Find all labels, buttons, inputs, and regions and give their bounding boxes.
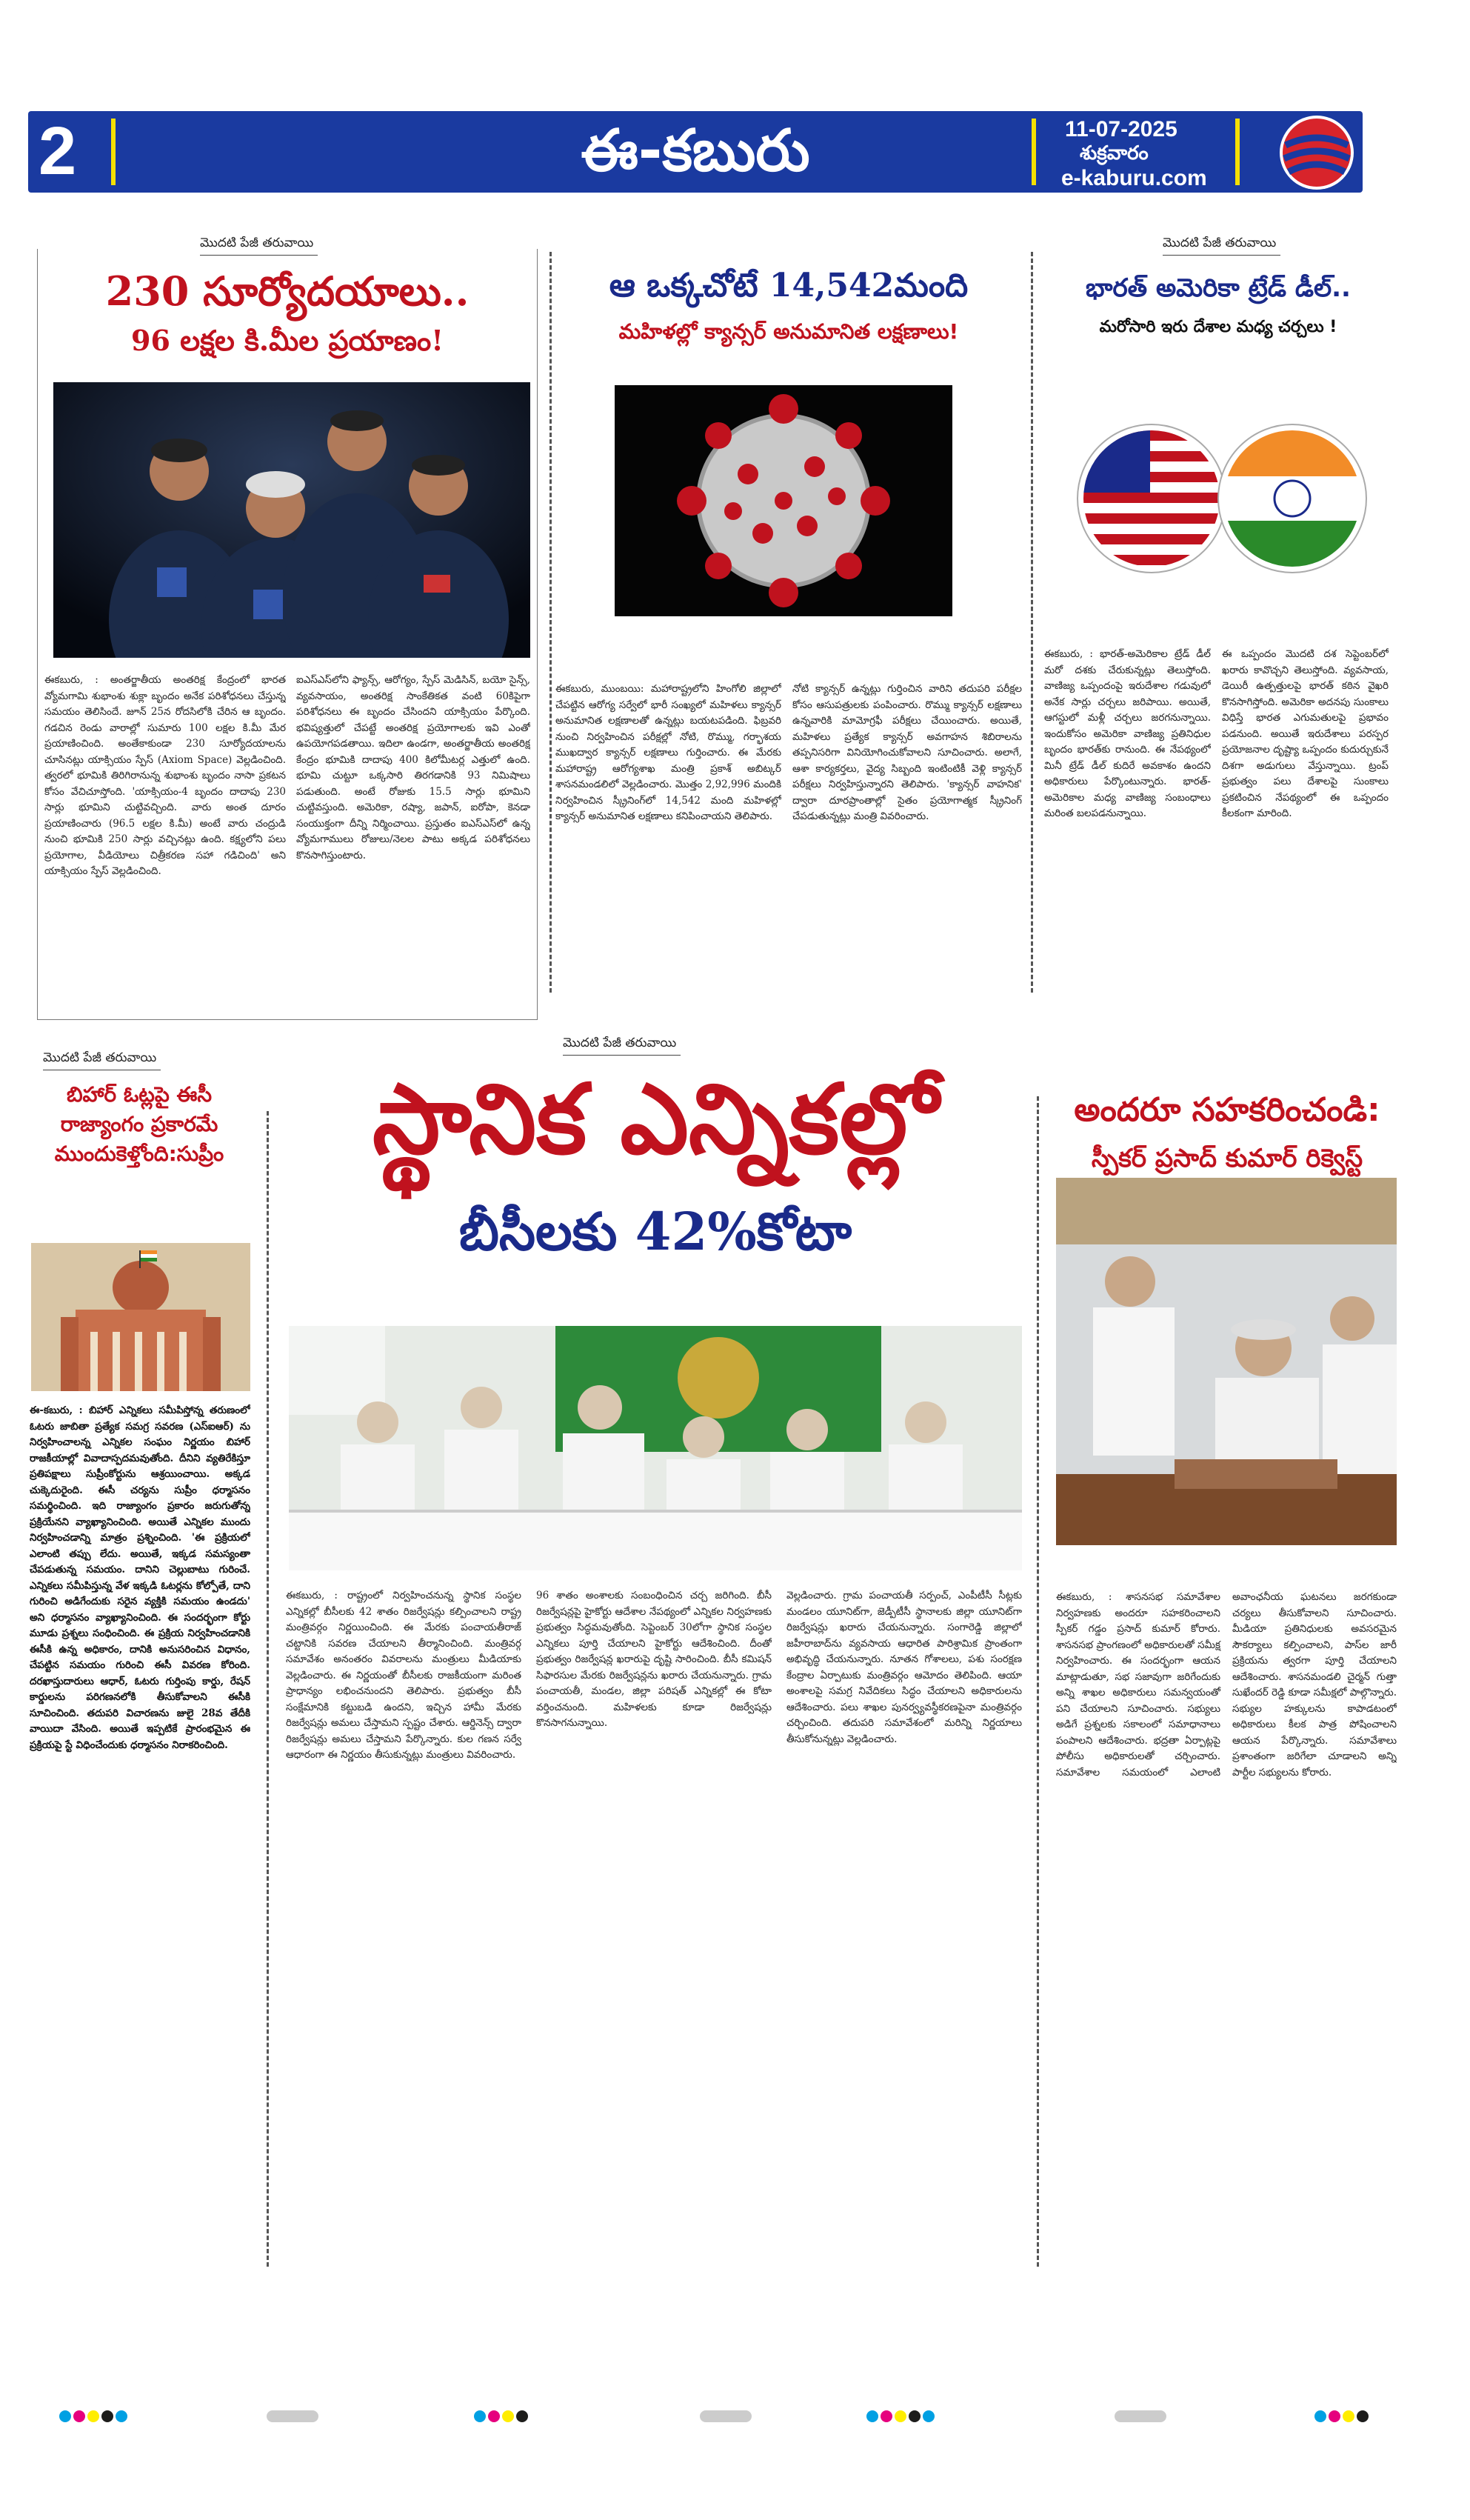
local-body-col2: 96 శాతం అంశాలకు సంబంధించిన చర్చ జరిగింది. బీసీ రిజర్వేషన్లపై హైకోర్టు ఆదేశాల నేపథ్యంలో ఎన్నికల నిర్వహణకు ప్రభుత్వం సిద్ధమవుతోంది. సెప్టెంబర్ 30లోగా స్థానిక సంస్థల ఎన్నికలు పూర్తి చేయాలని హైకోర్టు ఆదేశించింది. దీంతో ప్రభుత్వం రిజర్వేషన్ల ఖరారుపై దృష్టి సారించింది. బీసీ కమిషన్ సిఫారసుల మేరకు రిజర్వేషన్లను ఖరారు చేయనున్నారు. గ్రామ పంచాయతీ, మండల, జిల్లా పరిషత్ ఎన్నికల్లో ఈ కోటా వర్తించనుంది. మహిళలకు కూడా రిజర్వేషన్లు కొనసాగనున్నాయి. xyxy=(536,1590,772,1729)
space-body-col2: ఐఎస్ఎస్‌లోని ఫ్యాన్స్, ఆరోగ్యం, స్పేస్ మెడిసిన్, బయో సైన్స్, వ్యవసాయం, అంతరిక్ష సాంకేతికత వంటి 60కిపైగా పరిశోధనలు ఈ బృందం చేసిందని యాక్సియం పేర్కొంది. భవిష్యత్తులో చేపట్టే అంతరిక్ష ప్రయోగాలకు ఇవి ఎంతో ఉపయోగపడతాయి. ఇదిలా ఉండగా, అంతర్జాతీయ అంతరిక్ష కేంద్రం భూమికి దాదాపు 400 కిలోమీటర్ల ఎత్తులో ఉంది. భూమి చుట్టూ ఒక్కసారి తిరగడానికి 93 నిమిషాలు పడుతుంది. అంటే రోజుకు 15.5 సార్లు భూమిని చుట్టివస్తుంది. అమెరికా, రష్యా, జపాన్, ఐరోపా, కెనడా సంయుక్తంగా దీన్ని నిర్మించాయి. ప్రస్తుతం ఐఎస్ఎస్‌లో ఉన్న వ్యోమగాములు రోజులు/నెలల పాటు అక్కడ పరిశోధనలు కొనసాగిస్తుంటారు. xyxy=(296,674,530,861)
space-frame-left xyxy=(37,249,38,1019)
registration-dot xyxy=(909,2410,921,2422)
registration-dot xyxy=(1343,2410,1354,2422)
registration-dot xyxy=(73,2410,85,2422)
masthead-title: ఈ-కబురు xyxy=(581,118,810,184)
cancer-headline-2: మహిళల్లో క్యాన్సర్ అనుమానిత లక్షణాలు! xyxy=(618,319,959,344)
local-body-col1: ఈకబురు, : రాష్ట్రంలో నిర్వహించనున్న స్థానిక సంస్థల ఎన్నికల్లో బీసీలకు 42 శాతం రిజర్వేషన్లు కల్పించాలని రాష్ట్ర మంత్రివర్గం నిర్ణయించింది. ఈ మేరకు పంచాయతీరాజ్ చట్టానికి సవరణ చేయాలని తీర్మానించింది. మంత్రివర్గ సమావేశం అనంతరం వివరాలను మంత్రులు మీడియాకు వెల్లడించారు. ఈ నిర్ణయంతో బీసీలకు రాజకీయంగా మరింత ప్రాధాన్యం లభించనుందని తెలిపారు. ప్రభుత్వం బీసీ సంక్షేమానికి కట్టుబడి ఉందని, ఇచ్చిన హామీ మేరకు రిజర్వేషన్లు అమలు చేస్తామని స్పష్టం చేశారు. ఆర్డినెన్స్ ద్వారా రిజర్వేషన్లు అమలు చేస్తామని పేర్కొన్నారు. కుల గణన సర్వే ఆధారంగా ఈ నిర్ణయం తీసుకున్నట్లు మంత్రులు వివరించారు. xyxy=(286,1590,521,1761)
space-headline-1: 230 సూర్యోదయాలు.. xyxy=(105,267,470,315)
registration-bar xyxy=(1115,2410,1166,2422)
brand-logo-icon xyxy=(1280,116,1354,190)
trade-headline-2: మరోసారి ఇరు దేశాల మధ్య చర్చలు ! xyxy=(1099,318,1337,336)
registration-dot xyxy=(881,2410,892,2422)
registration-dot xyxy=(1329,2410,1340,2422)
registration-dot xyxy=(502,2410,514,2422)
trade-body-col1: ఈకబురు, : భారత్-అమెరికాల ట్రేడ్ డీల్ మరో దశకు చేరుకున్నట్లు తెలుస్తోంది. వాణిజ్య ఒప్పందంపై ఇరుదేశాల గడువులో అనేక సార్లు చర్చలు జరిపాయి. అయితే, ఆగస్టులో మళ్లీ చర్చలు జరగనున్నాయి. ఇందుకోసం అమెరికా వాణిజ్య ప్రతినిధుల బృందం భారత్‌కు రానుంది. ఈ నేపథ్యంలో మినీ ట్రేడ్ డీల్ కుదిరే అవకాశం ఉందని అధికారులు పేర్కొంటున్నారు. భారత్-అమెరికాల మధ్య వాణిజ్య సంబంధాలు మరింత బలపడనున్నాయి. xyxy=(1044,648,1211,819)
speaker-headline-1: అందరూ సహకరించండి: xyxy=(1074,1091,1380,1129)
registration-marks-center-left xyxy=(474,2410,528,2422)
continuation-tag: మొదటి పేజీ తరువాయి xyxy=(43,1050,161,1070)
supreme-court-photo xyxy=(31,1243,250,1391)
registration-dot xyxy=(59,2410,71,2422)
registration-dot xyxy=(516,2410,528,2422)
registration-bar xyxy=(267,2410,318,2422)
registration-dot xyxy=(87,2410,99,2422)
bihar-body: ఈ-కబురు, : బిహార్ ఎన్నికలు సమీపిస్తోన్న తరుణంలో ఓటరు జాబితా ప్రత్యేక సమగ్ర సవరణ (ఎస్ఐఆర్) ను నిర్వహించాలన్న ఎన్నికల సంఘం నిర్ణయం బిహార్ రాజకీయాల్లో వివాదాస్పదమవుతోంది. దీనిని వ్యతిరేకిస్తూ ప్రతిపక్షాలు సుప్రీంకోర్టును ఆశ్రయించాయి. అక్కడ చుక్కెదురైంది. ఈసీ చర్యను సుప్రీం ధర్మాసనం సమర్థించింది. ఇది రాజ్యాంగం ప్రకారం జరుగుతోన్న ప్రక్రియేనని వ్యాఖ్యానించింది. అయితే ఎన్నికల ముందు నిర్వహించడాన్ని మాత్రం ప్రశ్నించింది. 'ఈ ప్రక్రియలో ఎలాంటి తప్పు లేదు. అయితే, ఇక్కడ సమస్యంతా చేపడుతున్న సమయం. దానిని చెల్లుబాటు గురించే. ఎన్నికలు సమీపిస్తున్న వేళ ఇక్కడి ఓటర్లను కోల్పోతే, దాని గురించి అడిగేందుకు సరైన వ్యక్తికి సమయం ఉండదు' అని ధర్మాసనం వ్యాఖ్యానించింది. ఈ సందర్భంగా కోర్టు మూడు ప్రశ్నలు సంధించింది. ఈ ప్రక్రియ నిర్వహించడానికి ఈసీకి ఉన్న అధికారం, దానికి అనుసరించిన విధానం, చేపట్టిన సమయం గురించి ఈసీ వివరణ కోరింది. దరఖాస్తుదారులు ఆధార్, ఓటరు గుర్తింపు కార్డు, రేషన్ కార్డులను పరిగణనలోకి తీసుకోవాలని ఈసీకి సూచించింది. తదుపరి విచారణను జులై 28వ తేదీకి వాయిదా వేసింది. అయితే ఇప్పటికే ప్రారంభమైన ఈ ప్రక్రియపై స్టే విధించేందుకు ధర్మాసనం నిరాకరించింది. xyxy=(30,1404,250,1751)
continuation-tag: మొదటి పేజీ తరువాయి xyxy=(1163,236,1280,256)
registration-dot xyxy=(116,2410,127,2422)
website-link[interactable]: e-kaburu.com xyxy=(1061,166,1207,190)
yellow-divider-far xyxy=(1235,119,1240,185)
registration-dot xyxy=(474,2410,486,2422)
cancer-body-col1: ఈకబురు, ముంబయి: మహారాష్ట్రలోని హింగోలి జిల్లాలో చేపట్టిన ఆరోగ్య సర్వేలో భారీ సంఖ్యలో మహిళలు క్యాన్సర్ అనుమానిత లక్షణాలతో ఉన్నట్లు బయటపడింది. ఫిబ్రవరి నుంచి నిర్వహించిన పరీక్షల్లో నోటి, రొమ్ము, గర్భాశయ ముఖద్వార క్యాన్సర్ లక్షణాలు గుర్తించారు. ఈ మేరకు మహారాష్ట్ర ఆరోగ్యశాఖ మంత్రి ప్రకాశ్ అబిట్కర్ శాసనమండలిలో వెల్లడించారు. మొత్తం 2,92,996 మందికి నిర్వహించిన స్క్రీనింగ్‌లో 14,542 మంది మహిళల్లో క్యాన్సర్ అనుమానిత లక్షణాలు కనిపించాయని తెలిపారు. xyxy=(555,683,781,822)
yellow-divider-right xyxy=(1032,119,1036,185)
registration-dot xyxy=(488,2410,500,2422)
local-headline-1: స్థానిక ఎన్నికల్లో xyxy=(372,1063,939,1176)
speaker-meeting-photo xyxy=(1056,1178,1397,1545)
virus-illustration xyxy=(615,385,952,616)
astronaut-crew-photo xyxy=(53,382,530,658)
registration-marks-left xyxy=(59,2410,127,2422)
column-divider xyxy=(549,252,552,993)
masthead-bar xyxy=(28,111,1363,193)
space-headline-2: 96 లక్షల కి.మీల ప్రయాణం! xyxy=(131,324,444,357)
trade-headline-1: భారత్ అమెరికా ట్రేడ్ డీల్.. xyxy=(1086,273,1351,303)
cancer-article xyxy=(555,244,1022,1022)
local-election-article xyxy=(281,1036,1029,2265)
date-text: 11-07-2025 xyxy=(1065,117,1177,141)
registration-dot xyxy=(866,2410,878,2422)
registration-dot xyxy=(1357,2410,1369,2422)
continuation-tag: మొదటి పేజీ తరువాయి xyxy=(563,1036,681,1056)
registration-bar xyxy=(700,2410,752,2422)
space-body-col1: ఈకబురు, : అంతర్జాతీయ అంతరిక్ష కేంద్రంలో భారత వ్యోమగామి శుభాంశు శుక్లా బృందం అనేక పరిశోధనలు చేస్తున్న సమయం తెలిసిందే. జూన్ 25న రోదసిలోకి చేరిన ఆ బృందం. గడచిన రెండు వారాల్లో సుమారు 100 లక్షల కి.మీ మేర ప్రయాణించింది. అంతేకాకుండా 230 సూర్యోదయాలను చూసినట్లు యాక్సియం స్పేస్ (Axiom Space) వెల్లడించింది. త్వరలో భూమికి తిరిగిరానున్న శుభాంశు బృందం నాసా ప్రకటన కోసం వేచిచూస్తోంది. 'యాక్సియం-4 బృందం దాదాపు 230 సార్లు భూమిని చుట్టివచ్చింది. వారు అంత దూరం ప్రయాణించారు (96.5 లక్షల కి.మీ) అంటే వారు చంద్రుడి నుంచి భూమికి 250 సార్లు వచ్చినట్లు ఉంది. కక్ష్యలోని పలు ప్రయోగాల, వీడియోలు చిత్రీకరణ సహా గడిచింది' అని యాక్సియం స్పేస్ వెల్లడించింది. xyxy=(44,674,286,877)
page-number: 2 xyxy=(39,113,77,189)
space-frame-right xyxy=(537,249,538,1019)
speaker-article xyxy=(1046,1059,1409,2267)
speaker-headline-2: స్పీకర్ ప్రసాద్ కుమార్ రిక్వెస్ట్ xyxy=(1091,1144,1363,1173)
space-frame-bottom xyxy=(37,1019,538,1020)
column-divider xyxy=(1037,1096,1039,2267)
registration-marks-center-right xyxy=(866,2410,935,2422)
weekday-text: శుక్రవారం xyxy=(1080,142,1149,164)
cancer-body-col2: నోటి క్యాన్సర్ ఉన్నట్లు గుర్తించిన వారిని తదుపరి పరీక్షల కోసం ఆసుపత్రులకు పంపించారు. రొమ్ము క్యాన్సర్ లక్షణాలు ఉన్నవారికి మామోగ్రఫీ పరీక్షలు చేయించారు. అయితే, మహిళలు ప్రత్యేక క్యాన్సర్ అవగాహన శిబిరాలను తప్పనిసరిగా వినియోగించుకోవాలని సూచించారు. అలాగే, ఆశా కార్యకర్తలు, వైద్య సిబ్బంది ఇంటింటికీ వెళ్లి క్యాన్సర్ పరీక్షలు నిర్వహిస్తున్నారని తెలిపారు. 'క్యాన్సర్ వాహనిక' ద్వారా దూరప్రాంతాల్లో సైతం ప్రయోగాత్మక స్క్రీనింగ్ చేపడుతున్నట్లు మంత్రి వివరించారు. xyxy=(792,683,1022,822)
bihar-article xyxy=(28,1050,256,2265)
registration-marks-right xyxy=(1314,2410,1369,2422)
trade-body-col2: ఈ ఒప్పందం మొదటి దశ సెప్టెంబర్‌లో ఖరారు కావొచ్చని తెలుస్తోంది. వ్యవసాయ, డెయిరీ ఉత్పత్తులపై భారత్ కఠిన వైఖరి కొనసాగిస్తోంది. అమెరికా అదనపు సుంకాలు విధిస్తే భారత ఎగుమతులపై ప్రభావం పడనుంది. అయితే ఇరుదేశాలు పరస్పర ప్రయోజనాల దృష్ట్యా ఒప్పందం కుదుర్చుకునే దిశగా అడుగులు వేస్తున్నాయి. ట్రంప్ ప్రభుత్వం పలు దేశాలపై సుంకాలు ప్రకటించిన నేపథ్యంలో ఈ ఒప్పందం కీలకంగా మారింది. xyxy=(1222,648,1389,819)
space-article xyxy=(37,236,538,1021)
local-headline-2: బీసీలకు 42%కోటా xyxy=(458,1201,852,1262)
continuation-tag: మొదటి పేజీ తరువాయి xyxy=(200,236,318,256)
registration-dot xyxy=(1314,2410,1326,2422)
registration-dot xyxy=(923,2410,935,2422)
column-divider xyxy=(1031,252,1033,993)
cabinet-press-meet-photo xyxy=(289,1326,1022,1570)
local-body-col3: వెల్లడించారు. గ్రామ పంచాయతీ సర్పంచ్, ఎంపీటీసీ సీట్లకు మండలం యూనిట్‌గా, జెడ్పీటీసీ స్థానాలకు జిల్లా యూనిట్‌గా రిజర్వేషన్లు ఖరారు చేయనున్నారు. సంగారెడ్డి జిల్లాలో జహీరాబాద్‌ను వ్యవసాయ ఆధారిత పారిశ్రామిక ప్రాంతంగా అభివృద్ధి చేయనున్నారు. నూతన గోశాలలు, పశు సంరక్షణ కేంద్రాల ఏర్పాటుకు మంత్రివర్గం ఆమోదం తెలిపింది. ఆయా అంశాలపై సమగ్ర నివేదికలు సిద్ధం చేయాలని అధికారులను ఆదేశించారు. పలు శాఖల పునర్వ్యవస్థీకరణపైనా మంత్రివర్గం చర్చించింది. తదుపరి సమావేశంలో మరిన్ని నిర్ణయాలు తీసుకోనున్నట్లు వెల్లడించారు. xyxy=(786,1590,1022,1745)
flag-gears-illustration xyxy=(1066,399,1377,599)
trade-article xyxy=(1044,236,1392,1021)
bihar-headline: బిహార్ ఓట్లపై ఈసీ రాజ్యాంగం ప్రకారమే ముందుకెళ్తోంది:సుప్రీం xyxy=(54,1082,224,1166)
speaker-body: ఈకబురు, : శాసనసభ సమావేశాల నిర్వహణకు అందరూ సహకరించాలని స్పీకర్ గడ్డం ప్రసాద్ కుమార్ కోరారు. శాసనసభ ప్రాంగణంలో అధికారులతో సమీక్ష నిర్వహించారు. ఈ సందర్భంగా ఆయన మాట్లాడుతూ, సభ సజావుగా జరిగేందుకు అన్ని శాఖల అధికారులు సమన్వయంతో పని చేయాలని సూచించారు. సభ్యులు అడిగే ప్రశ్నలకు సకాలంలో సమాధానాలు పంపాలని ఆదేశించారు. భద్రతా ఏర్పాట్లపై పోలీసు అధికారులతో చర్చించారు. సమావేశాల సమయంలో ఎలాంటి అవాంఛనీయ ఘటనలు జరగకుండా చర్యలు తీసుకోవాలని సూచించారు. మీడియా ప్రతినిధులకు అవసరమైన సౌకర్యాలు కల్పించాలని, పాస్‌ల జారీ ప్రక్రియను త్వరగా పూర్తి చేయాలని ఆదేశించారు. శాసనమండలి చైర్మన్ గుత్తా సుఖేందర్ రెడ్డి కూడా సమీక్షలో పాల్గొన్నారు. సభ్యుల హక్కులను కాపాడటంలో అధికారులు కీలక పాత్ర పోషించాలని ఆయన పేర్కొన్నారు. సమావేశాలు ప్రశాంతంగా జరిగేలా చూడాలని అన్ని పార్టీల సభ్యులను కోరారు. xyxy=(1056,1591,1397,1779)
cancer-headline-1: ఆ ఒక్కచోటే 14,542మంది xyxy=(609,267,969,304)
column-divider xyxy=(267,1111,269,2267)
registration-dot xyxy=(895,2410,906,2422)
registration-dot xyxy=(101,2410,113,2422)
